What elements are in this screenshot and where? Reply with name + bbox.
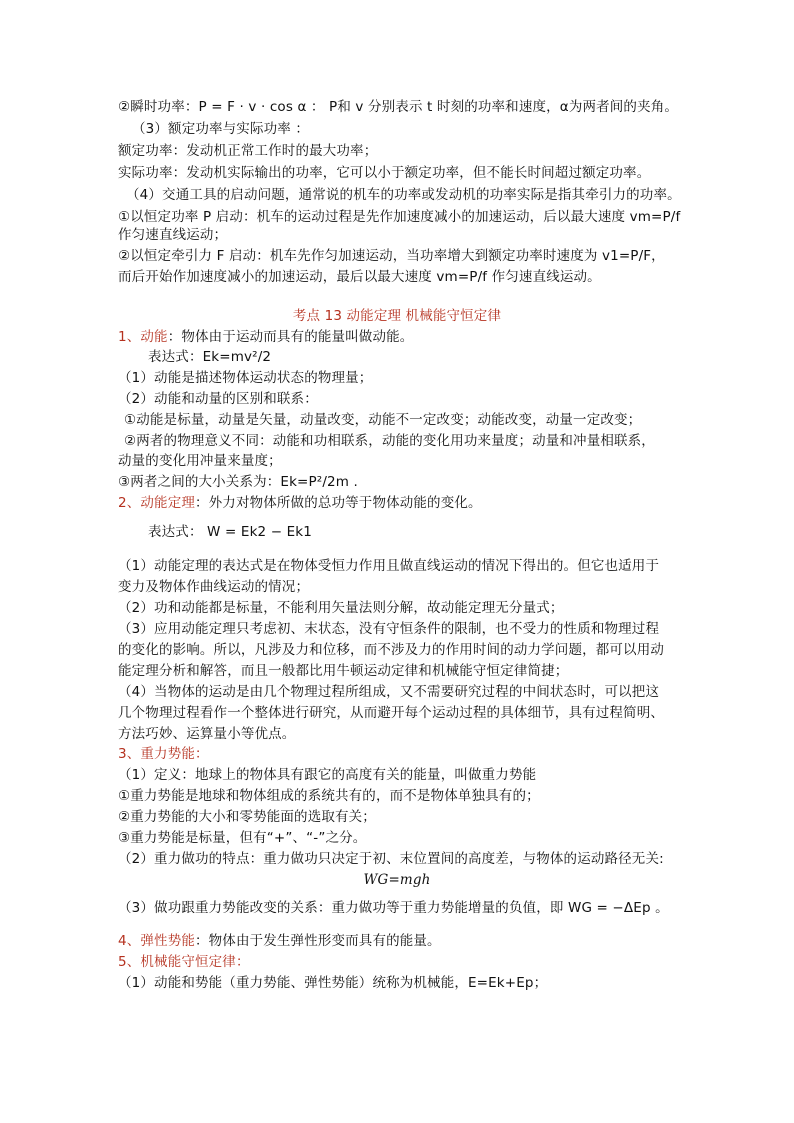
ke-point-2a: ①动能是标量，动量是矢量，动量改变，动能不一定改变；动能改变，动量一定改变； [124,412,642,428]
rated-actual-power-heading: （3）额定功率与实际功率 ： [132,121,309,137]
constant-power-start-line-2: 作匀速直线运动； [118,227,228,243]
ket-point-4: （4）当物体的运动是由几个物理过程所组成，又不需要研究过程的中间状态时，可以把这 [118,684,660,700]
kinetic-energy-theorem: 2、动能定理：外力对物体所做的总功等于物体动能的变化。 [118,495,482,511]
ke-point-2b-cont: 动量的变化用冲量来量度； [118,453,282,469]
ke-point-2: （2）动能和动量的区别和联系： [118,391,318,407]
gpe-point-3: ③重力势能是标量，但有“+”、“-”之分。 [118,830,367,846]
conservation-heading: 5、机械能守恒定律： [118,954,250,970]
ket-point-3-cont: 的变化的影响。所以，凡涉及力和位移，而不涉及力的作用时间的动力学问题，都可以用动 [118,642,664,658]
gravity-work-feature: （2）重力做功的特点：重力做功只决定于初、末位置间的高度差，与物体的运动路径无关: [118,851,664,867]
constant-force-start-line: ②以恒定牵引力 F 启动：机车先作匀加速运动，当功率增大到额定功率时速度为 v1=P/F， [118,248,665,264]
gpe-point-2: ②重力势能的大小和零势能面的选取有关； [118,809,376,825]
ket-point-4-cont-2: 方法巧妙、运算量小等优点。 [118,726,296,742]
constant-force-start-line-2: 而后开始作加速度减小的加速运动，最后以最大速度 vm=P/f 作匀速直线运动。 [118,269,601,285]
mechanical-energy-definition: （1）动能和势能（重力势能、弹性势能）统称为机械能，E=Ek+Ep； [118,975,548,991]
ket-point-2: （2）功和动能都是标量，不能利用矢量法则分解，故动能定理无分量式； [118,600,564,616]
vehicle-start-line: （4）交通工具的启动问题，通常说的机车的功率或发动机的功率实际是指其牵引力的功率。 [126,187,681,203]
section-title: 考点 13 动能定理 机械能守恒定律 [292,308,502,324]
ket-point-3: （3）应用动能定理只考虑初、末状态，没有守恒条件的限制，也不受力的性质和物理过程 [118,621,660,637]
ket-point-4-cont: 几个物理过程看作一个整体进行研究，从而避开每个运动过程的具体细节，具有过程简明、 [118,705,664,721]
actual-power-line: 实际功率：发动机实际输出的功率，它可以小于额定功率，但不能长时间超过额定功率。 [118,165,651,181]
gravitational-pe-heading: 3、重力势能： [118,746,209,762]
kinetic-energy-formula: 表达式：Ek=mv²/2 [148,349,272,365]
constant-power-start-line: ①以恒定功率 P 启动：机车的运动过程是先作加速度减小的加速运动，后以最大速度 vm=P/f [118,209,681,225]
gpe-point-1: ①重力势能是地球和物体组成的系统共有的，而不是物体单独具有的； [118,788,540,804]
rated-power-line: 额定功率：发动机正常工作时的最大功率； [118,143,378,159]
elastic-pe-definition: 4、弹性势能：物体由于发生弹性形变而具有的能量。 [118,933,441,949]
instant-power-line: ②瞬时功率：P = F · v · cos α ： P和 v 分别表示 t 时刻的功率和速度，α为两者间的夹角。 [118,99,679,115]
ket-point-1-cont: 变力及物体作曲线运动的情况； [118,579,310,595]
ke-point-2b: ②两者的物理意义不同：动能和功相联系，动能的变化用功来量度；动量和冲量相联系， [124,433,655,449]
ke-point-2c: ③两者之间的大小关系为：Ek=P²/2m . [118,474,358,490]
gpe-definition: （1）定义：地球上的物体具有跟它的高度有关的能量，叫做重力势能 [118,767,537,783]
kinetic-energy-definition: 1、动能：物体由于运动而具有的能量叫做动能。 [118,329,414,345]
ke-theorem-formula: 表达式： W = Ek2 − Ek1 [148,524,313,540]
work-pe-relation: （3）做功跟重力势能改变的关系：重力做功等于重力势能增量的负值，即 WG = −ΔEp 。 [118,900,669,916]
ket-point-1: （1）动能定理的表达式是在物体受恒力作用且做直线运动的情况下得出的。但它也适用于 [118,558,660,574]
ke-point-1: （1）动能是描述物体运动状态的物理量； [118,370,373,386]
gravity-work-formula: WG=mgh [363,872,431,888]
ket-point-3-cont-2: 能定理分析和解答，而且一般都比用牛顿运动定律和机械能守恒定律简捷； [118,663,569,679]
